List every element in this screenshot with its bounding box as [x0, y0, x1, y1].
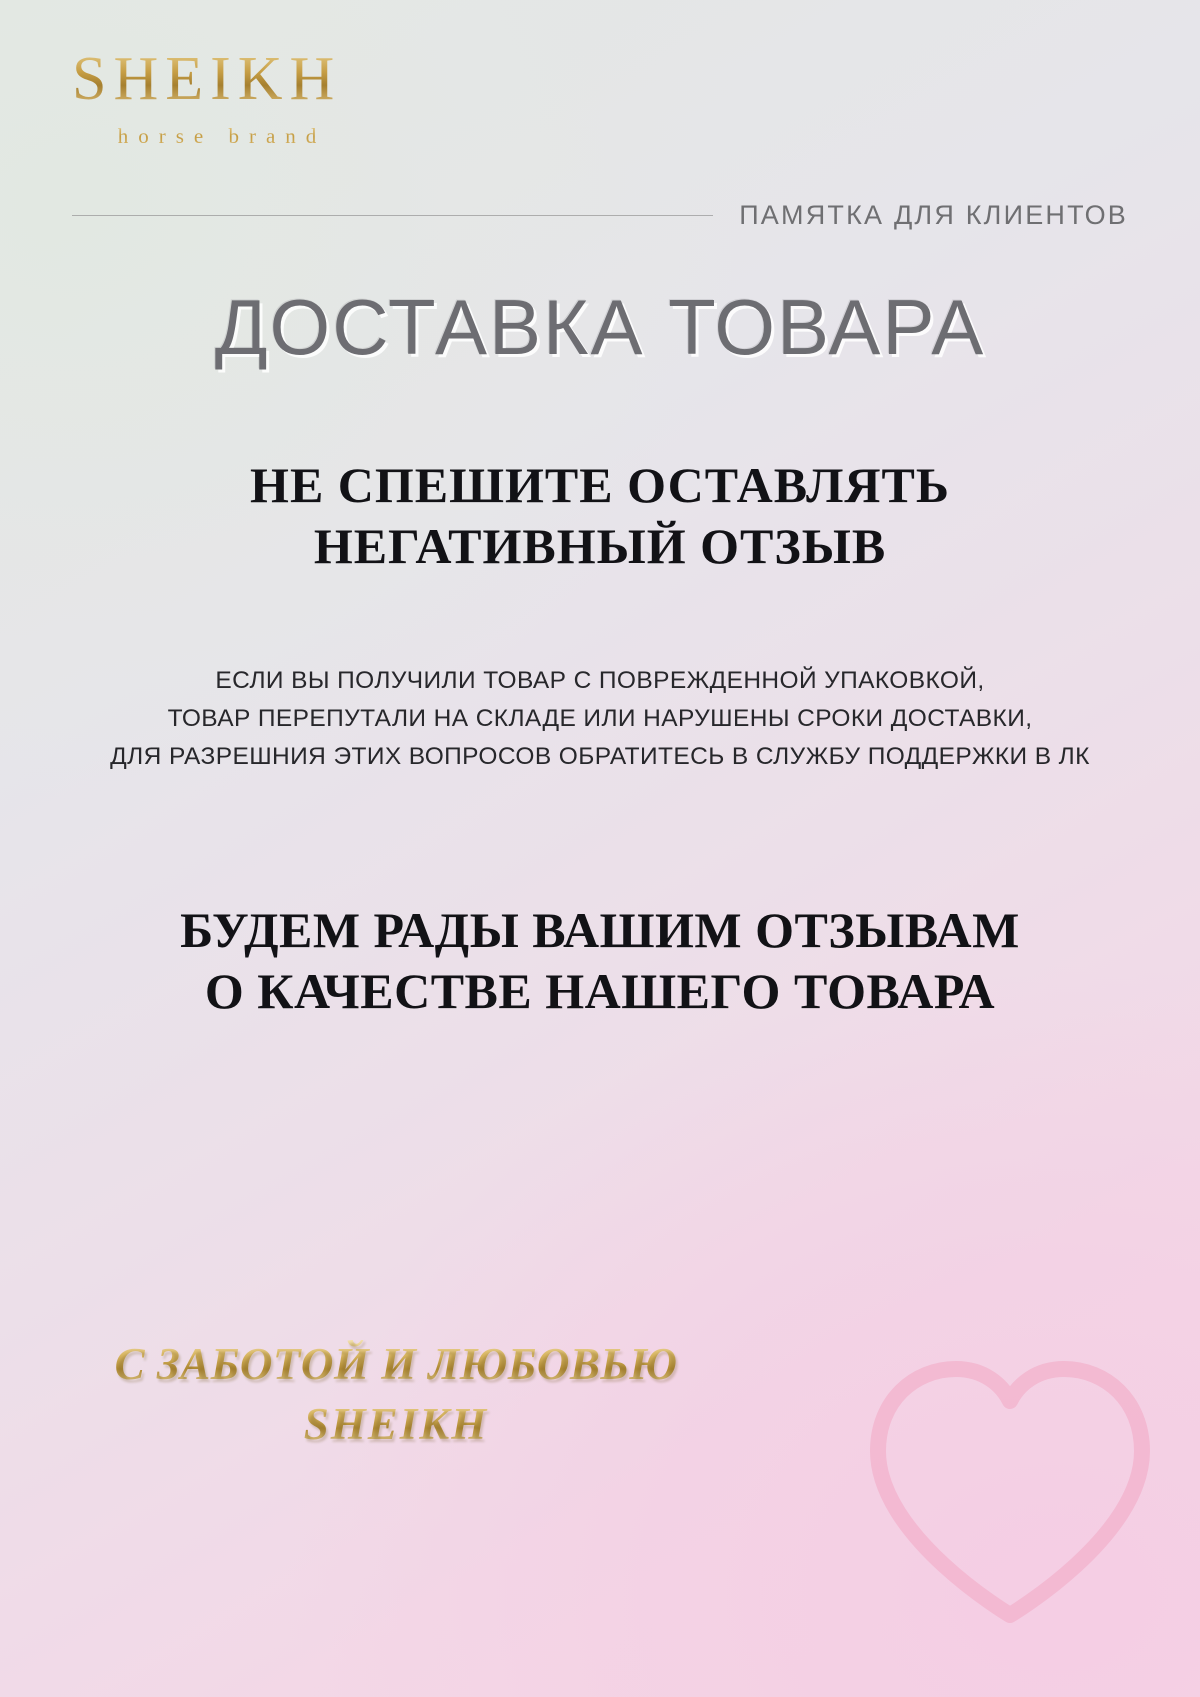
page-title: ДОСТАВКА ТОВАРА	[214, 283, 986, 371]
header-divider	[72, 215, 713, 216]
brand-tagline: horse brand	[72, 124, 372, 149]
brand-name: SHEIKH	[72, 48, 492, 110]
primary-headline-line-2: НЕГАТИВНЫЙ ОТЗЫВ	[313, 518, 887, 574]
signature-line-2: SHEIKH	[56, 1398, 736, 1450]
signature-line-1: С ЗАБОТОЙ И ЛЮБОВЬЮ	[56, 1340, 736, 1390]
signature-block	[56, 1340, 736, 1450]
secondary-headline-line-2: О КАЧЕСТВЕ НАШЕГО ТОВАРА	[204, 963, 996, 1019]
header-note: ПАМЯТКА ДЛЯ КЛИЕНТОВ	[739, 200, 1128, 230]
primary-headline	[60, 455, 1140, 577]
primary-headline-line-1: НЕ СПЕШИТЕ ОСТАВЛЯТЬ	[250, 457, 950, 513]
body-line-3: ДЛЯ РАЗРЕШНИЯ ЭТИХ ВОПРОСОВ ОБРАТИТЕСЬ В СЛУЖБУ ПОДДЕРЖКИ В ЛК	[110, 743, 1090, 771]
secondary-headline-line-1: БУДЕМ РАДЫ ВАШИМ ОТЗЫВАМ	[180, 902, 1020, 958]
header-divider-row	[72, 200, 1128, 231]
heart-icon	[860, 1347, 1160, 1637]
brand-logo	[72, 45, 492, 149]
secondary-headline	[40, 900, 1160, 1022]
body-line-1: ЕСЛИ ВЫ ПОЛУЧИЛИ ТОВАР С ПОВРЕЖДЕННОЙ УПАКОВКОЙ,	[215, 667, 985, 694]
body-line-2: ТОВАР ПЕРЕПУТАЛИ НА СКЛАДЕ ИЛИ НАРУШЕНЫ СРОКИ ДОСТАВКИ,	[167, 705, 1033, 733]
body-paragraph	[40, 662, 1160, 777]
